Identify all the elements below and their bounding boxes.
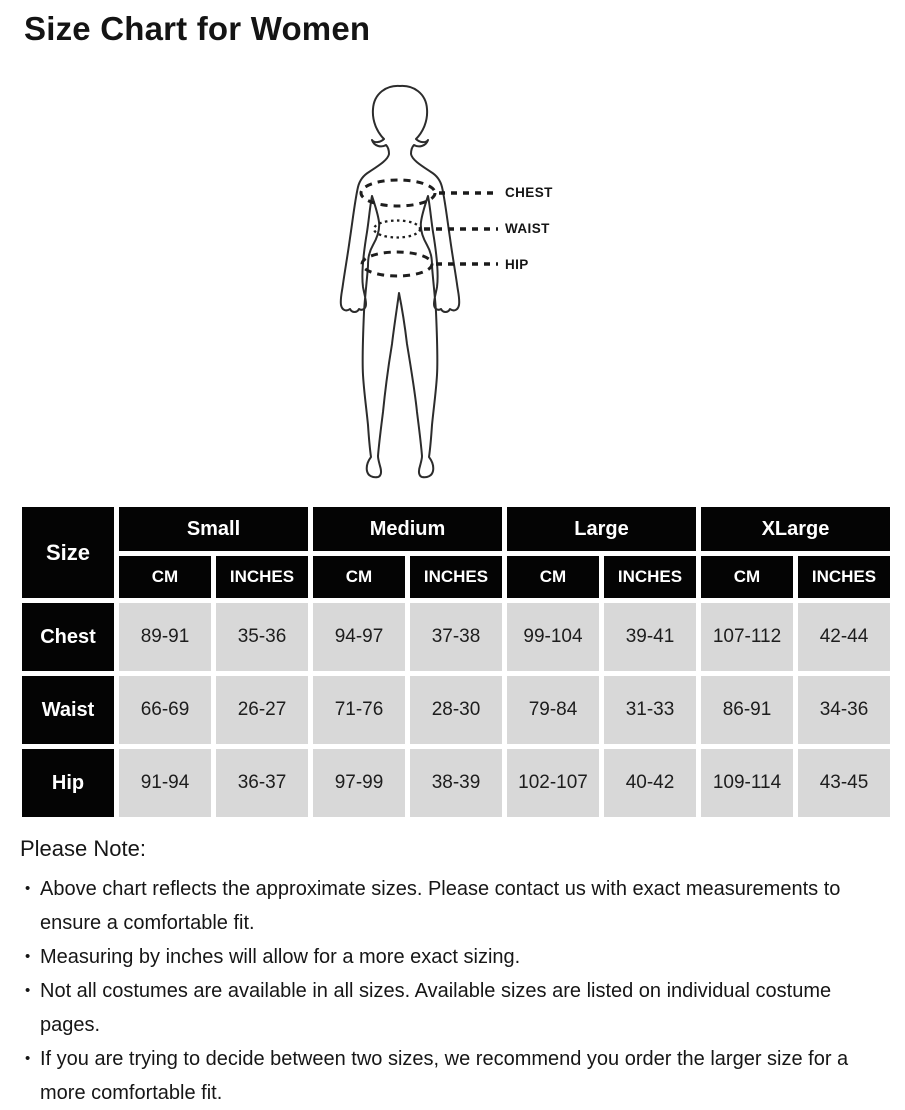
table-row-hip bbox=[22, 749, 890, 817]
body-measurement-diagram bbox=[300, 80, 640, 485]
unit-header-row bbox=[22, 556, 890, 598]
value-cell: 43-45 bbox=[798, 749, 890, 817]
row-header-waist: Waist bbox=[22, 676, 114, 744]
body-outline bbox=[341, 86, 460, 477]
unit-header-inches: INCHES bbox=[798, 556, 890, 598]
value-cell: 39-41 bbox=[604, 603, 696, 671]
value-cell: 107-112 bbox=[701, 603, 793, 671]
corner-header-size: Size bbox=[22, 507, 114, 598]
value-cell: 89-91 bbox=[119, 603, 211, 671]
body-diagram-svg bbox=[300, 80, 640, 485]
group-header-large: Large bbox=[507, 507, 696, 551]
group-header-medium: Medium bbox=[313, 507, 502, 551]
value-cell: 71-76 bbox=[313, 676, 405, 744]
table-row-chest bbox=[22, 603, 890, 671]
value-cell: 35-36 bbox=[216, 603, 308, 671]
value-cell: 38-39 bbox=[410, 749, 502, 817]
value-cell: 91-94 bbox=[119, 749, 211, 817]
table-row-waist bbox=[22, 676, 890, 744]
notes-section bbox=[18, 836, 878, 1110]
value-cell: 99-104 bbox=[507, 603, 599, 671]
note-item: • Above chart reflects the approximate sizes. Please contact us with exact measurements to ensure a comfortable fit. bbox=[18, 872, 876, 940]
value-cell: 31-33 bbox=[604, 676, 696, 744]
unit-header-cm: CM bbox=[119, 556, 211, 598]
value-cell: 66-69 bbox=[119, 676, 211, 744]
value-cell: 34-36 bbox=[798, 676, 890, 744]
value-cell: 109-114 bbox=[701, 749, 793, 817]
unit-header-inches: INCHES bbox=[216, 556, 308, 598]
value-cell: 94-97 bbox=[313, 603, 405, 671]
group-header-xlarge: XLarge bbox=[701, 507, 890, 551]
value-cell: 102-107 bbox=[507, 749, 599, 817]
unit-header-inches: INCHES bbox=[604, 556, 696, 598]
unit-header-inches: INCHES bbox=[410, 556, 502, 598]
notes-title: Please Note: bbox=[20, 836, 146, 861]
value-cell: 28-30 bbox=[410, 676, 502, 744]
waist-label: WAIST bbox=[505, 221, 550, 236]
note-item: • Measuring by inches will allow for a more exact sizing. bbox=[18, 940, 876, 974]
unit-header-cm: CM bbox=[507, 556, 599, 598]
value-cell: 36-37 bbox=[216, 749, 308, 817]
row-header-chest: Chest bbox=[22, 603, 114, 671]
size-group-header-row bbox=[22, 507, 890, 551]
value-cell: 26-27 bbox=[216, 676, 308, 744]
value-cell: 86-91 bbox=[701, 676, 793, 744]
value-cell: 42-44 bbox=[798, 603, 890, 671]
hip-label: HIP bbox=[505, 257, 529, 272]
value-cell: 40-42 bbox=[604, 749, 696, 817]
value-cell: 97-99 bbox=[313, 749, 405, 817]
note-item: • Not all costumes are available in all sizes. Available sizes are listed on individual costume pages. bbox=[18, 974, 876, 1042]
page-title: Size Chart for Women bbox=[24, 10, 371, 47]
notes-list bbox=[18, 872, 876, 1110]
note-item: • If you are trying to decide between two sizes, we recommend you order the larger size for a more comfortable fit. bbox=[18, 1042, 876, 1110]
value-cell: 37-38 bbox=[410, 603, 502, 671]
group-header-small: Small bbox=[119, 507, 308, 551]
size-table bbox=[17, 502, 895, 822]
unit-header-cm: CM bbox=[313, 556, 405, 598]
row-header-hip: Hip bbox=[22, 749, 114, 817]
value-cell: 79-84 bbox=[507, 676, 599, 744]
chest-label: CHEST bbox=[505, 185, 553, 200]
unit-header-cm: CM bbox=[701, 556, 793, 598]
